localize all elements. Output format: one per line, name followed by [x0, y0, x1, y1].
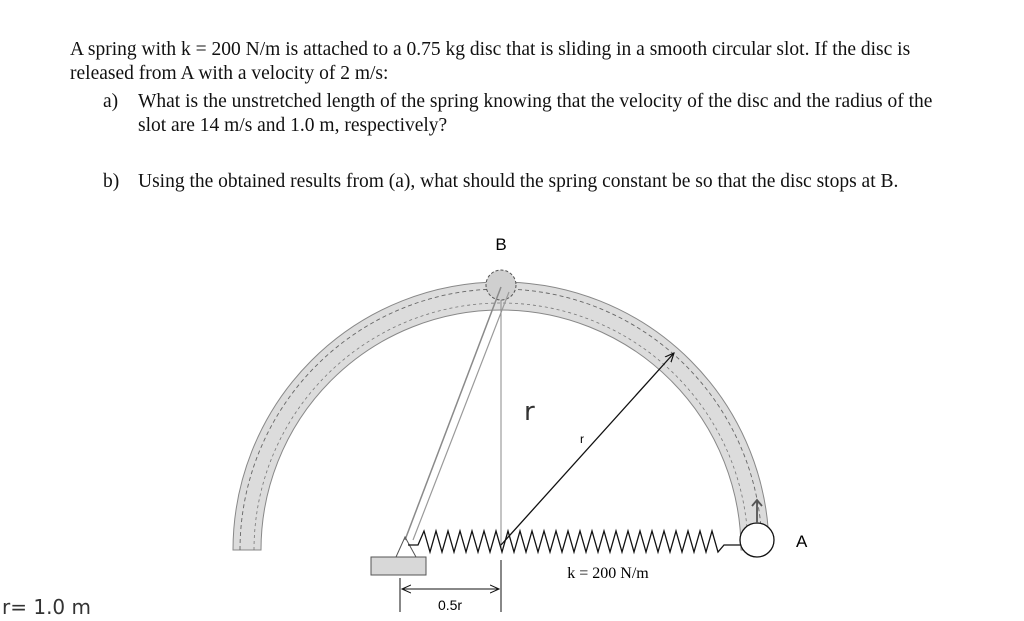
handwritten-r: r: [524, 397, 535, 427]
spring-line-to-b-1: [405, 287, 501, 540]
point-a-label: A: [796, 532, 808, 551]
radius-label: r: [580, 432, 584, 446]
spring-line-to-b-2: [413, 292, 509, 540]
disc-at-a: [740, 523, 774, 557]
question-b-text: Using the obtained results from (a), what should the spring constant be so that the disc stops at B.: [138, 171, 899, 192]
problem-intro: A spring with k = 200 N/m is attached to a 0.75 kg disc that is sliding in a smooth circular slot. If the disc is released from A with a velocity of 2 m/s:: [70, 39, 911, 84]
handwritten-radius-note: r= 1.0 m: [2, 595, 91, 619]
radius-arrow: [501, 353, 674, 545]
spring-support-block: [371, 557, 426, 575]
disc-at-b: [486, 270, 516, 300]
point-b-label: B: [495, 235, 507, 254]
spring-constant-label: k = 200 N/m: [567, 565, 649, 582]
question-b-label: b): [103, 171, 120, 192]
offset-dimension-label: 0.5r: [437, 597, 463, 613]
question-a-text: What is the unstretched length of the spring knowing that the velocity of the disc and the radius of the slot are 14 m/s and 1.0 m, respectively?: [138, 91, 933, 136]
spring-coil: [408, 531, 750, 552]
question-a-label: a): [103, 91, 119, 112]
